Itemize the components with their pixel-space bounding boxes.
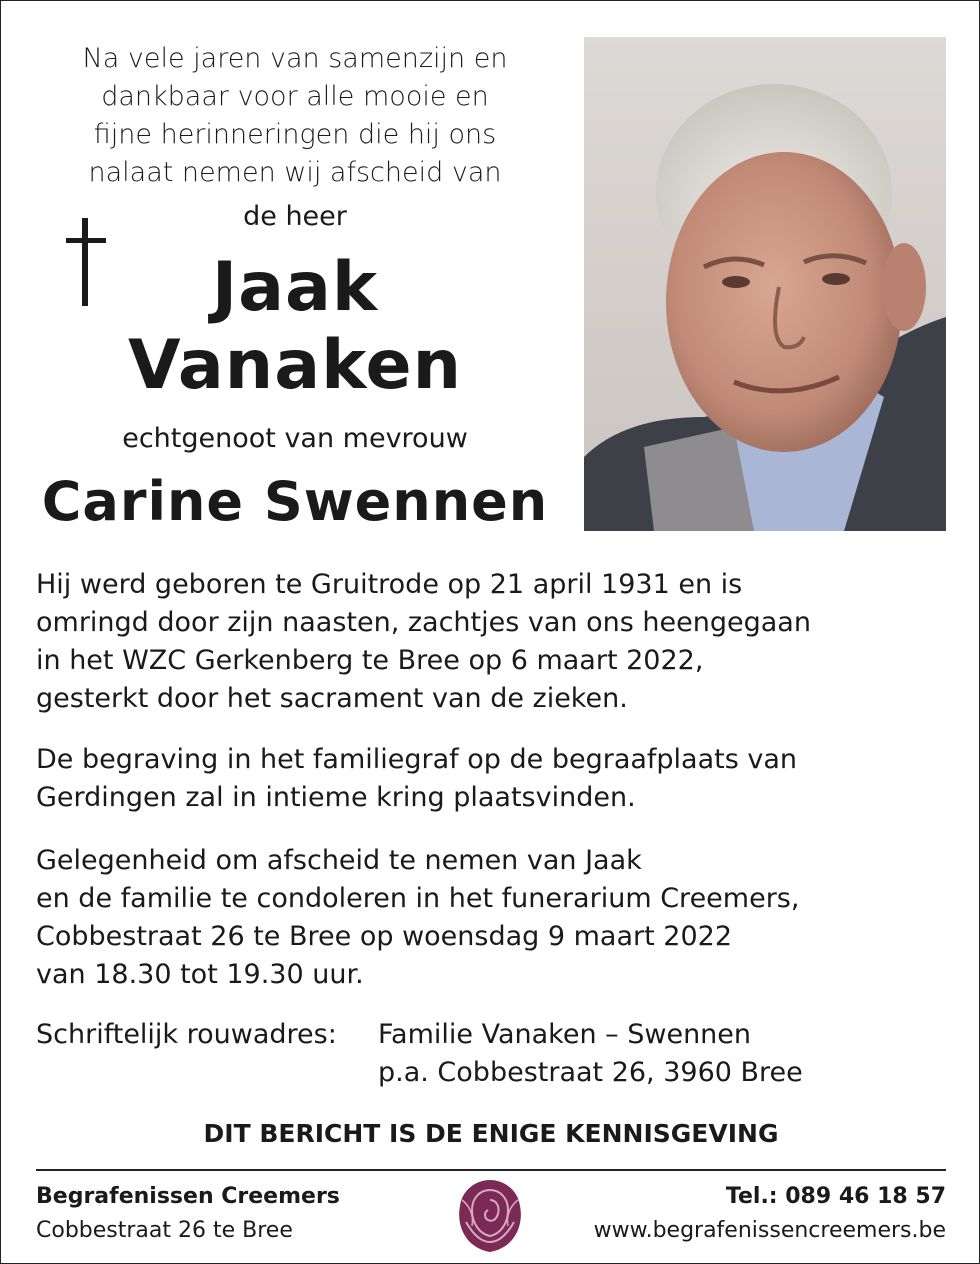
deceased-first-name: Jaak xyxy=(211,248,379,327)
address-label: Schriftelijk rouwadres: xyxy=(36,1019,337,1050)
spouse-name: Carine Swennen xyxy=(41,470,549,533)
footer-divider xyxy=(36,1169,946,1171)
intro-line: dankbaar voor alle mooie en xyxy=(101,81,489,112)
spouse-prefix: echtgenoot van mevrouw xyxy=(122,423,468,454)
intro-line: fijne herinneringen die hij ons xyxy=(93,119,497,150)
paragraph-line: Gerdingen zal in intieme kring plaatsvinden. xyxy=(36,782,636,813)
birth-death-paragraph xyxy=(36,566,946,718)
contact-info xyxy=(560,1180,946,1248)
deceased-last-name: Vanaken xyxy=(127,326,463,405)
paragraph-line: gesterkt door het sacrament van de zieken. xyxy=(36,683,628,714)
paragraph-line: van 18.30 tot 19.30 uur. xyxy=(36,959,364,990)
honorific: de heer xyxy=(243,201,347,232)
funeral-home-address: Cobbestraat 26 te Bree xyxy=(36,1218,293,1243)
intro-line: Na vele jaren van samenzijn en xyxy=(82,43,508,74)
address-block xyxy=(378,1016,803,1092)
portrait-photo xyxy=(584,37,946,531)
address-line: Familie Vanaken – Swennen xyxy=(378,1019,752,1050)
paragraph-line: De begraving in het familiegraf op de begraafplaats van xyxy=(36,744,798,775)
address-line: p.a. Cobbestraat 26, 3960 Bree xyxy=(378,1057,803,1088)
funeral-home-info xyxy=(36,1180,340,1248)
phone-number: Tel.: 089 46 18 57 xyxy=(725,1184,946,1209)
visitation-paragraph xyxy=(36,842,946,994)
paragraph-line: in het WZC Gerkenberg te Bree op 6 maart 2022, xyxy=(36,645,704,676)
paragraph-line: Cobbestraat 26 te Bree op woensdag 9 maart 2022 xyxy=(36,921,733,952)
burial-paragraph xyxy=(36,741,946,817)
sole-notice: DIT BERICHT IS DE ENIGE KENNISGEVING xyxy=(203,1119,779,1148)
paragraph-line: omringd door zijn naasten, zachtjes van ons heengegaan xyxy=(36,607,811,638)
rose-icon xyxy=(452,1176,528,1256)
paragraph-line: en de familie te condoleren in het funerarium Creemers, xyxy=(36,883,800,914)
funeral-home-name: Begrafenissen Creemers xyxy=(36,1184,340,1209)
intro-line: nalaat nemen wij afscheid van xyxy=(88,157,502,188)
paragraph-line: Gelegenheid om afscheid te nemen van Jaak xyxy=(36,845,642,876)
paragraph-line: Hij werd geboren te Gruitrode op 21 april 1931 en is xyxy=(36,569,743,600)
intro-text xyxy=(40,40,550,192)
website-link[interactable]: www.begrafenissencreemers.be xyxy=(593,1218,946,1243)
